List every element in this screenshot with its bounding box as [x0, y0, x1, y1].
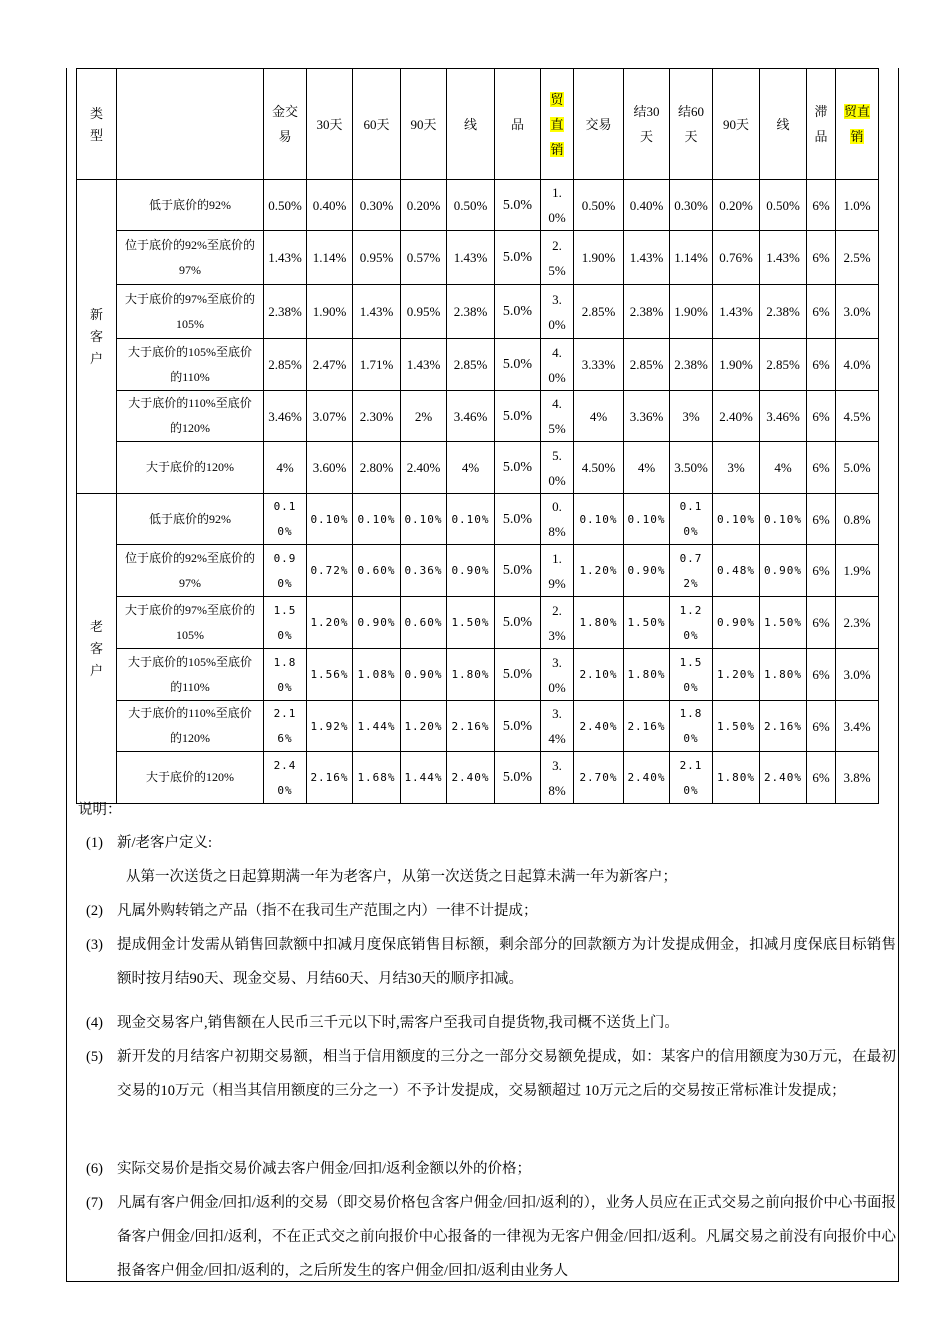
rate-cell: 5.0% [495, 752, 541, 804]
note-number: (4) [86, 1015, 103, 1031]
table-header-row [77, 69, 879, 180]
condition-cell: 低于底价的92% [117, 180, 264, 231]
note-item [86, 1040, 896, 1108]
rate-cell: 1.43% [401, 339, 447, 391]
table-row [77, 285, 879, 339]
rate-cell: 0.90% [624, 545, 670, 597]
note-item [86, 1006, 896, 1040]
rate-cell: 1.80% [760, 649, 807, 701]
rate-cell: 1.08% [353, 649, 401, 701]
rate-cell: 2.40% [713, 391, 760, 442]
condition-cell: 大于底价的105%至底价的110% [117, 339, 264, 391]
rate-cell: 6% [807, 442, 836, 494]
column-header-cell [307, 69, 353, 180]
rate-cell: 5.0% [541, 442, 574, 494]
rate-cell: 1.90% [307, 285, 353, 339]
rate-cell: 1.43% [713, 285, 760, 339]
rate-cell: 1.50% [760, 597, 807, 649]
rate-cell: 0.10% [401, 494, 447, 545]
rate-cell: 2.40% [401, 442, 447, 494]
rate-cell: 2.5% [541, 231, 574, 285]
condition-cell: 大于底价的120% [117, 752, 264, 804]
rate-cell: 0.50% [760, 180, 807, 231]
note-text: 新开发的月结客户初期交易额，相当于信用额度的三分之一部分交易额免提成，如：某客户的信用额度为30万元，在最初交易的10万元（相当其信用额度的三分之一）不予计发提成，交易额超过 10万元之后的交易按正常标准计发提成； [117, 1049, 896, 1099]
condition-cell: 大于底价的97%至底价的105% [117, 597, 264, 649]
rate-cell: 6% [807, 231, 836, 285]
column-header-label: 品 [510, 116, 524, 132]
table-row [77, 339, 879, 391]
rate-cell: 4% [760, 442, 807, 494]
rate-cell: 0.10% [574, 494, 624, 545]
rate-cell: 0.90% [353, 597, 401, 649]
column-header-cell [264, 69, 307, 180]
rate-cell: 2.16% [760, 701, 807, 752]
column-header-label: 金交易 [271, 104, 298, 144]
rate-cell: 1.80% [574, 597, 624, 649]
rate-cell: 5.0% [495, 649, 541, 701]
condition-cell: 大于底价的97%至底价的105% [117, 285, 264, 339]
rate-cell: 2.40% [574, 701, 624, 752]
rate-cell: 2.5% [836, 231, 879, 285]
rate-cell: 3.46% [760, 391, 807, 442]
rate-cell: 0.50% [447, 180, 495, 231]
column-header-label: 90天 [410, 116, 437, 132]
rate-cell: 1.71% [353, 339, 401, 391]
rate-cell: 2.85% [264, 339, 307, 391]
rate-cell: 1.50% [264, 597, 307, 649]
rate-cell: 5.0% [495, 597, 541, 649]
rate-cell: 5.0% [495, 339, 541, 391]
rate-cell: 3.8% [836, 752, 879, 804]
column-header-label: 结60天 [677, 104, 704, 144]
rate-cell: 0.10% [307, 494, 353, 545]
rate-cell: 6% [807, 649, 836, 701]
table-row [77, 391, 879, 442]
column-header-cell [624, 69, 670, 180]
note-item [86, 826, 896, 860]
rate-cell: 0.72% [307, 545, 353, 597]
rate-cell: 5.0% [495, 180, 541, 231]
rate-cell: 0.90% [401, 649, 447, 701]
rate-cell: 0.90% [264, 545, 307, 597]
table-row [77, 649, 879, 701]
column-header-cell [670, 69, 713, 180]
rate-cell: 3.0% [541, 285, 574, 339]
rate-cell: 6% [807, 339, 836, 391]
rate-cell: 1.20% [574, 545, 624, 597]
rate-cell: 0.10% [713, 494, 760, 545]
rate-cell: 2.40% [760, 752, 807, 804]
customer-group-cell [77, 494, 117, 804]
rate-cell: 1.80% [713, 752, 760, 804]
column-header-cell [807, 69, 836, 180]
rate-cell: 2.85% [624, 339, 670, 391]
rate-cell: 0.95% [401, 285, 447, 339]
note-number: (5) [86, 1049, 103, 1065]
rate-cell: 1.43% [447, 231, 495, 285]
rate-cell: 1.56% [307, 649, 353, 701]
rate-cell: 2.47% [307, 339, 353, 391]
column-header-cell [447, 69, 495, 180]
rate-cell: 4% [624, 442, 670, 494]
rate-cell: 0.10% [447, 494, 495, 545]
column-header-cell [760, 69, 807, 180]
rate-cell: 5.0% [495, 391, 541, 442]
column-header-cell [574, 69, 624, 180]
rate-cell: 3.07% [307, 391, 353, 442]
note-text: 凡属有客户佣金/回扣/返利的交易（即交易价格包含客户佣金/回扣/返利的），业务人员应在正式交易之前向报价中心书面报备客户佣金/回扣/返利，不在正式交之前向报价中心报备的一律视为无客户佣金/回扣/返利。凡属交易之前没有向报价中心报备客户佣金/回扣/返利的，之后所发生的客户佣金/回扣/返利由业务人 [117, 1195, 896, 1279]
column-header-cell [117, 69, 264, 180]
rate-cell: 2.16% [264, 701, 307, 752]
rate-cell: 4.5% [836, 391, 879, 442]
rate-cell: 1.43% [760, 231, 807, 285]
rate-cell: 2.16% [307, 752, 353, 804]
note-text: 从第一次送货之日起算期满一年为老客户，从第一次送货之日起算未满一年为新客户； [126, 869, 677, 885]
commission-rate-table [76, 68, 879, 804]
rate-cell: 2.38% [670, 339, 713, 391]
condition-cell: 大于底价的120% [117, 442, 264, 494]
rate-cell: 2.40% [624, 752, 670, 804]
rate-cell: 0.40% [307, 180, 353, 231]
rate-cell: 2.10% [574, 649, 624, 701]
rate-cell: 2% [401, 391, 447, 442]
note-text: 提成佣金计发需从销售回款额中扣减月度保底销售目标额，剩余部分的回款额方为计发提成佣金，扣减月度保底目标销售额时按月结90天、现金交易、月结60天、月结30天的顺序扣减。 [117, 937, 896, 987]
rate-cell: 1.80% [264, 649, 307, 701]
rate-cell: 4.50% [574, 442, 624, 494]
rate-cell: 1.0% [836, 180, 879, 231]
note-text: 实际交易价是指交易价减去客户佣金/回扣/返利金额以外的价格； [117, 1161, 532, 1177]
rate-cell: 3.0% [836, 285, 879, 339]
rate-cell: 0.8% [836, 494, 879, 545]
rate-cell: 1.0% [541, 180, 574, 231]
rate-cell: 2.38% [624, 285, 670, 339]
rate-cell: 6% [807, 545, 836, 597]
rate-cell: 0.57% [401, 231, 447, 285]
rate-cell: 2.16% [447, 701, 495, 752]
condition-cell: 大于底价的110%至底价的120% [117, 391, 264, 442]
rate-cell: 1.20% [670, 597, 713, 649]
column-header-label: 60天 [363, 116, 390, 132]
table-row [77, 180, 879, 231]
note-text: 现金交易客户,销售额在人民币三千元以下时,需客户至我司自提货物,我司概不送货上门。 [117, 1015, 679, 1031]
column-header-label: 90天 [722, 116, 749, 132]
rate-cell: 1.92% [307, 701, 353, 752]
column-header-label: 滞品 [814, 104, 828, 144]
condition-cell: 大于底价的110%至底价的120% [117, 701, 264, 752]
rate-cell: 0.8% [541, 494, 574, 545]
column-header-cell [836, 69, 879, 180]
note-number: (1) [86, 835, 103, 851]
customer-group-cell [77, 180, 117, 494]
table-row [77, 597, 879, 649]
rate-cell: 1.43% [353, 285, 401, 339]
condition-cell: 大于底价的105%至底价的110% [117, 649, 264, 701]
rate-cell: 0.10% [353, 494, 401, 545]
rate-cell: 1.14% [307, 231, 353, 285]
rate-cell: 4.5% [541, 391, 574, 442]
rate-cell: 0.60% [401, 597, 447, 649]
rate-cell: 4.0% [541, 339, 574, 391]
rate-cell: 0.10% [760, 494, 807, 545]
rate-cell: 0.60% [353, 545, 401, 597]
customer-group-label: 新客户 [89, 306, 103, 366]
rate-cell: 0.10% [670, 494, 713, 545]
column-header-cell [353, 69, 401, 180]
rate-cell: 0.50% [264, 180, 307, 231]
rate-cell: 6% [807, 752, 836, 804]
column-header-label: 交易 [585, 116, 612, 132]
rate-cell: 0.30% [670, 180, 713, 231]
rate-cell: 2.70% [574, 752, 624, 804]
rate-cell: 1.68% [353, 752, 401, 804]
table-row [77, 442, 879, 494]
rate-cell: 1.9% [836, 545, 879, 597]
column-header-label: 线 [776, 116, 790, 132]
note-item [86, 860, 896, 894]
rate-cell: 0.90% [760, 545, 807, 597]
rate-cell: 2.16% [624, 701, 670, 752]
rate-cell: 6% [807, 180, 836, 231]
rate-cell: 1.90% [574, 231, 624, 285]
rate-cell: 5.0% [836, 442, 879, 494]
rate-cell: 3.4% [836, 701, 879, 752]
rate-cell: 2.38% [760, 285, 807, 339]
rate-cell: 3.4% [541, 701, 574, 752]
note-text: 新/老客户定义: [117, 835, 213, 851]
rate-cell: 2.85% [574, 285, 624, 339]
column-header-label: 结30天 [633, 104, 660, 144]
rate-cell: 1.90% [670, 285, 713, 339]
column-header-label: 线 [463, 116, 477, 132]
rate-cell: 4.0% [836, 339, 879, 391]
rate-cell: 2.3% [836, 597, 879, 649]
rate-cell: 1.20% [713, 649, 760, 701]
rate-cell: 3.36% [624, 391, 670, 442]
column-header-cell [401, 69, 447, 180]
column-header-label: 贸直销 [550, 91, 564, 157]
note-item [86, 1152, 896, 1186]
rate-cell: 2.30% [353, 391, 401, 442]
rate-cell: 1.20% [307, 597, 353, 649]
note-number: (3) [86, 937, 103, 953]
note-number: (2) [86, 903, 103, 919]
rate-cell: 2.40% [447, 752, 495, 804]
rate-cell: 3.46% [264, 391, 307, 442]
rate-cell: 3.33% [574, 339, 624, 391]
rate-cell: 4% [574, 391, 624, 442]
rate-cell: 5.0% [495, 545, 541, 597]
rate-cell: 0.95% [353, 231, 401, 285]
rate-cell: 0.20% [713, 180, 760, 231]
note-text: 凡属外购转销之产品（指不在我司生产范围之内）一律不计提成； [117, 903, 538, 919]
rate-cell: 1.80% [670, 701, 713, 752]
note-item [86, 1186, 896, 1288]
rate-cell: 0.90% [713, 597, 760, 649]
rate-cell: 3.0% [836, 649, 879, 701]
rate-cell: 2.3% [541, 597, 574, 649]
rate-cell: 4% [447, 442, 495, 494]
rate-cell: 6% [807, 701, 836, 752]
rate-cell: 6% [807, 597, 836, 649]
rate-cell: 0.10% [264, 494, 307, 545]
rate-cell: 1.20% [401, 701, 447, 752]
rate-cell: 1.14% [670, 231, 713, 285]
rate-cell: 0.72% [670, 545, 713, 597]
condition-cell: 位于底价的92%至底价的97% [117, 231, 264, 285]
column-header-cell [495, 69, 541, 180]
rate-cell: 4% [264, 442, 307, 494]
type-header-cell: 类型 [77, 69, 117, 180]
rate-cell: 2.10% [670, 752, 713, 804]
table-row [77, 545, 879, 597]
rate-cell: 0.90% [447, 545, 495, 597]
rate-cell: 3% [670, 391, 713, 442]
rate-cell: 6% [807, 391, 836, 442]
rate-cell: 5.0% [495, 442, 541, 494]
rate-cell: 0.50% [574, 180, 624, 231]
note-item [86, 928, 896, 996]
rate-cell: 3.8% [541, 752, 574, 804]
note-number: (6) [86, 1161, 103, 1177]
table-row [77, 494, 879, 545]
rate-cell: 2.38% [264, 285, 307, 339]
customer-group-label: 老客户 [89, 618, 103, 678]
rate-cell: 1.90% [713, 339, 760, 391]
rate-cell: 2.38% [447, 285, 495, 339]
rate-cell: 0.10% [624, 494, 670, 545]
column-header-label: 30天 [316, 116, 343, 132]
rate-cell: 3.60% [307, 442, 353, 494]
column-header-label: 贸直销 [843, 104, 870, 144]
rate-cell: 1.50% [670, 649, 713, 701]
rate-cell: 5.0% [495, 494, 541, 545]
condition-cell: 低于底价的92% [117, 494, 264, 545]
rate-cell: 5.0% [495, 701, 541, 752]
table-row [77, 231, 879, 285]
rate-cell: 0.76% [713, 231, 760, 285]
rate-cell: 2.85% [447, 339, 495, 391]
rate-cell: 3.0% [541, 649, 574, 701]
rate-cell: 1.80% [624, 649, 670, 701]
rate-cell: 0.40% [624, 180, 670, 231]
column-header-cell [713, 69, 760, 180]
note-item [86, 894, 896, 928]
rate-cell: 1.9% [541, 545, 574, 597]
rate-cell: 2.40% [264, 752, 307, 804]
rate-cell: 0.48% [713, 545, 760, 597]
rate-cell: 1.44% [401, 752, 447, 804]
rate-cell: 5.0% [495, 231, 541, 285]
rate-cell: 1.43% [264, 231, 307, 285]
rate-cell: 0.30% [353, 180, 401, 231]
table-row [77, 701, 879, 752]
rate-cell: 5.0% [495, 285, 541, 339]
rate-cell: 0.20% [401, 180, 447, 231]
rate-cell: 2.85% [760, 339, 807, 391]
rate-cell: 1.50% [447, 597, 495, 649]
rate-cell: 3.50% [670, 442, 713, 494]
rate-cell: 3% [713, 442, 760, 494]
notes-title: 说明： [78, 802, 122, 818]
rate-cell: 1.44% [353, 701, 401, 752]
column-header-cell [541, 69, 574, 180]
table-row [77, 752, 879, 804]
rate-cell: 1.50% [713, 701, 760, 752]
rate-cell: 1.80% [447, 649, 495, 701]
condition-cell: 位于底价的92%至底价的97% [117, 545, 264, 597]
rate-cell: 1.50% [624, 597, 670, 649]
rate-cell: 6% [807, 494, 836, 545]
rate-cell: 1.43% [624, 231, 670, 285]
rate-cell: 6% [807, 285, 836, 339]
rate-cell: 3.46% [447, 391, 495, 442]
note-number: (7) [86, 1195, 103, 1211]
rate-cell: 0.36% [401, 545, 447, 597]
rate-cell: 2.80% [353, 442, 401, 494]
